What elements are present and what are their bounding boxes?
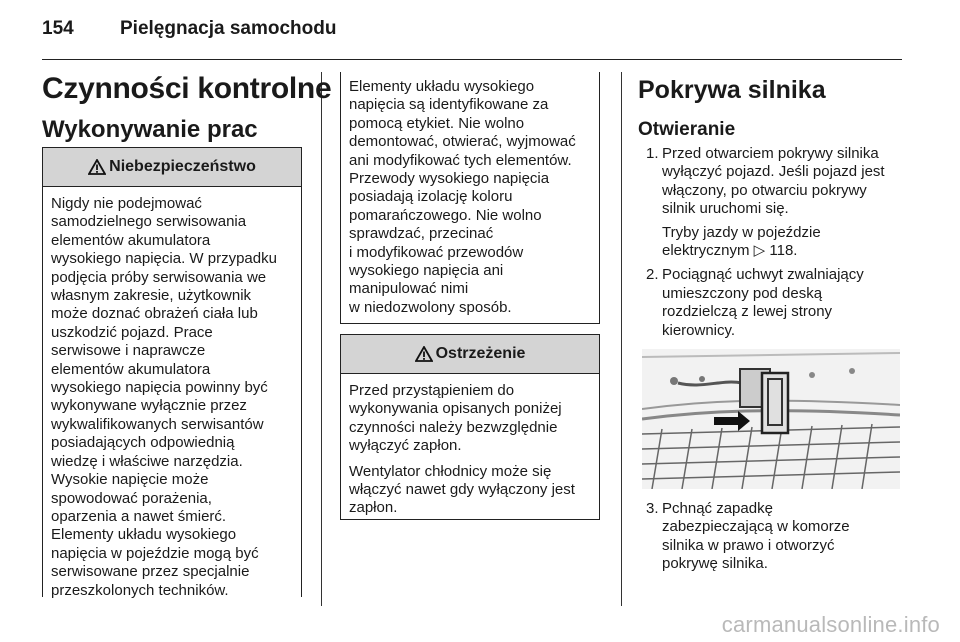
column-divider-1 <box>321 72 322 606</box>
caution-body <box>341 374 599 518</box>
column-divider-2 <box>621 72 622 606</box>
header-divider <box>42 59 902 60</box>
step-number: 3. <box>646 500 659 517</box>
caution-para-2: Wentylator chłodnicy może się włączyć nawet gdy wyłączony jest zapłon. <box>349 462 575 517</box>
danger-text: Nigdy nie podejmować samodzielnego serwisowania elementów akumulatora wysokiego napięcia. W przypadku podjęcia próby serwisowania we własnym zakresie, użytkownik może doznać obrażeń ciała lub uszkodzić pojazd. Prace serwisowe i naprawcze elementów akumulatora wysokiego napięcia powinny być wykonywane wyłącznie przez wykwalifikowanych serwisantów posiadających odpowiednią wiedzę i właściwe narzędzia. Wysokie napięcie może spowodować porażenia, oparzenia a nawet śmierć. Elementy układu wysokiego napięcia w pojeździe mogą być serwisowane przez specjalnie przeszkolonych techników. <box>51 195 277 599</box>
caution-para-1: Przed przystąpieniem do wykonywania opisanych poniżej czynności należy bezwzględnie wyłączyć zapłon. <box>349 382 562 455</box>
step-text: Przed otwarciem pokrywy silnika wyłączyć pojazd. Jeśli pojazd jest włączony, po otwarciu pokrywy silnik uruchomi się. <box>662 145 885 218</box>
step-text: Pociągnąć uchwyt zwalniający umieszczony pod deską rozdzielczą z lewej strony kierownicy. <box>662 266 864 339</box>
watermark: carmanualsonline.info <box>721 612 940 637</box>
warning-triangle-icon <box>415 346 433 362</box>
continued-box <box>340 72 600 324</box>
list-item <box>646 266 908 340</box>
step-number: 2. <box>646 266 659 284</box>
continued-text: Elementy układu wysokiego napięcia są identyfikowane za pomocą etykiet. Nie wolno demontować, otwierać, wyjmować ani modyfikować tych elementów. Przewody wysokiego napięcia posiadają izolację koloru pomarańczowego. Nie wolno sprawdzać, przecinać i modyfikować przewodów wysokiego napięcia ani manipulować nimi w niedozwolony sposób. <box>349 78 576 316</box>
danger-header <box>43 148 301 187</box>
warning-triangle-icon <box>88 159 106 175</box>
section-subtitle-opening: Otwieranie <box>638 119 736 140</box>
danger-label: Niebezpieczeństwo <box>109 158 256 175</box>
continued-body <box>341 72 599 317</box>
danger-body <box>43 187 301 600</box>
section-title: Czynności kontrolne <box>42 72 332 105</box>
step-text: Pchnąć zapadkę zabezpieczającą w komorze silnika w prawo i otworzyć pokrywę silnika. <box>662 500 850 573</box>
page-header <box>42 8 902 56</box>
caution-box <box>340 334 600 520</box>
list-item <box>646 145 908 260</box>
list-item <box>646 500 908 574</box>
danger-box <box>42 147 302 597</box>
step-number: 1. <box>646 145 659 162</box>
caution-header <box>341 335 599 374</box>
steps-list-bottom <box>646 500 908 580</box>
hood-latch-illustration <box>642 349 900 489</box>
chapter-title: Pielęgnacja samochodu <box>120 18 337 39</box>
caution-label: Ostrzeżenie <box>435 345 526 362</box>
hood-latch-image <box>642 349 900 489</box>
section-subtitle: Wykonywanie prac <box>42 116 258 143</box>
page-number: 154 <box>42 18 74 39</box>
section-title-hood: Pokrywa silnika <box>638 76 826 104</box>
steps-list-top <box>646 145 908 346</box>
step-note: Tryby jazdy w pojeździe elektrycznym ▷ 118. <box>662 223 821 260</box>
